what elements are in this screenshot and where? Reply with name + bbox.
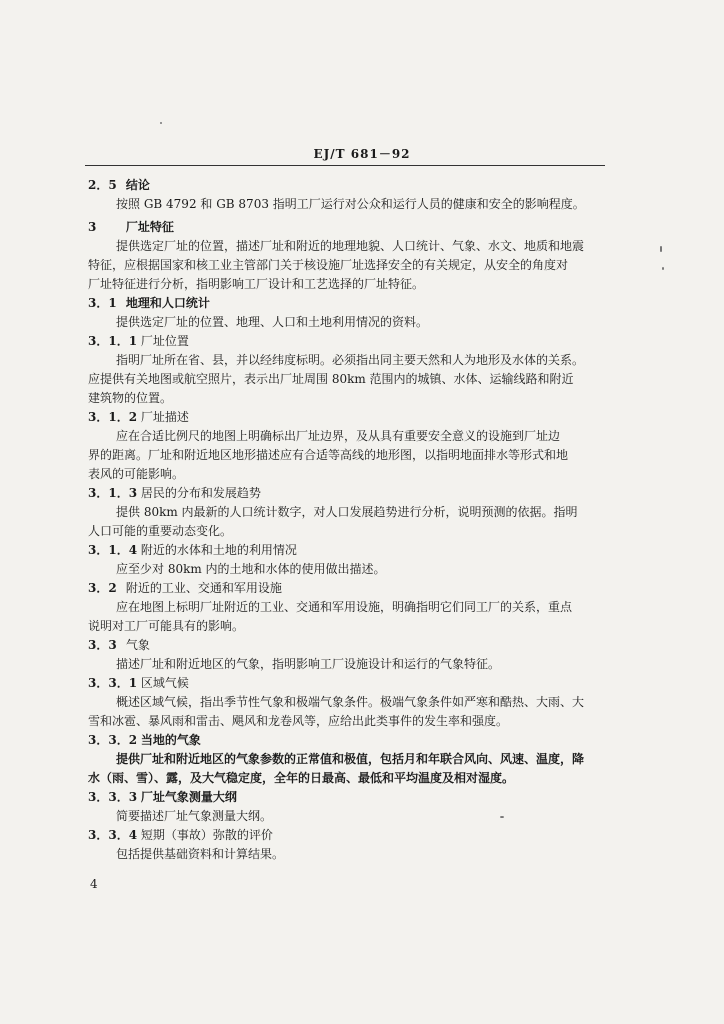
header-rule <box>85 165 605 166</box>
scan-speck <box>160 122 162 124</box>
section-heading-3: 3 厂址特征 <box>88 220 174 234</box>
section-heading-3-1-2: 3．1．2 厂址描述 <box>88 410 189 424</box>
section-heading-3-1-4: 3．1．4 附近的水体和土地的利用情况 <box>88 543 297 557</box>
paragraph-line: 提供 80km 内最新的人口统计数字，对人口发展趋势进行分析，说明预测的依据。指明 <box>116 505 578 519</box>
paragraph-line: 指明厂址所在省、县，并以经纬度标明。必须指出同主要天然和人为地形及水体的关系。 <box>116 353 585 367</box>
paragraph-line: 提供选定厂址的位置、地理、人口和土地利用情况的资料。 <box>116 315 429 329</box>
page-header-standard-code: EJ/T 681－92 <box>313 147 411 161</box>
scan-speck <box>660 246 662 252</box>
section-heading-3-3: 3．3 气象 <box>88 638 150 652</box>
paragraph-line: 应提供有关地图或航空照片，表示出厂址周围 80km 范围内的城镇、水体、运输线路和附近 <box>88 372 574 386</box>
paragraph-line: 应至少对 80km 内的土地和水体的使用做出描述。 <box>116 562 386 576</box>
section-heading-3-1-3: 3．1．3 居民的分布和发展趋势 <box>88 486 261 500</box>
document-body <box>88 176 606 864</box>
section-heading-3-3-4: 3．3．4 短期（事故）弥散的评价 <box>88 828 273 842</box>
paragraph-line: 表风的可能影响。 <box>88 467 185 481</box>
section-heading-3-1: 3．1 地理和人口统计 <box>88 296 210 310</box>
paragraph-line: 雪和冰雹、暴风雨和雷击、飓风和龙卷风等，应给出此类事件的发生率和强度。 <box>88 714 509 728</box>
section-heading-3-3-1: 3．3．1 区域气候 <box>88 676 189 690</box>
section-heading-3-3-3: 3．3．3 厂址气象测量大纲 <box>88 790 237 804</box>
paragraph-line: 描述厂址和附近地区的气象，指明影响工厂设施设计和运行的气象特征。 <box>116 657 501 671</box>
paragraph-line: 提供选定厂址的位置，描述厂址和附近的地理地貌、人口统计、气象、水文、地质和地震 <box>116 239 585 253</box>
scan-speck <box>500 816 504 818</box>
paragraph-line: 概述区域气候，指出季节性气象和极端气象条件。极端气象条件如严寒和酷热、大雨、大 <box>116 695 585 709</box>
section-heading-2-5: 2．5 结论 <box>88 178 150 192</box>
paragraph-line: 水（雨、雪）、露，及大气稳定度，全年的日最高、最低和平均温度及相对湿度。 <box>88 771 515 785</box>
paragraph-line: 提供厂址和附近地区的气象参数的正常值和极值，包括月和年联合风向、风速、温度，降 <box>116 752 585 766</box>
paragraph-line: 说明对工厂可能具有的影响。 <box>88 619 245 633</box>
paragraph-line: 简要描述厂址气象测量大纲。 <box>116 809 273 823</box>
paragraph-line: 包括提供基础资料和计算结果。 <box>116 847 285 861</box>
paragraph-line: 人口可能的重要动态变化。 <box>88 524 233 538</box>
page-number: 4 <box>90 877 98 891</box>
section-heading-3-3-2: 3．3．2 当地的气象 <box>88 733 201 747</box>
paragraph-line: 建筑物的位置。 <box>88 391 173 405</box>
paragraph-line: 应在合适比例尺的地图上明确标出厂址边界，及从具有重要安全意义的设施到厂址边 <box>116 429 561 443</box>
section-heading-3-2: 3．2 附近的工业、交通和军用设施 <box>88 581 282 595</box>
section-heading-3-1-1: 3．1．1 厂址位置 <box>88 334 189 348</box>
paragraph-line: 厂址特征进行分析，指明影响工厂设计和工艺选择的厂址特征。 <box>88 277 425 291</box>
paragraph-line: 特征，应根据国家和核工业主管部门关于核设施厂址选择安全的有关规定，从安全的角度对 <box>88 258 569 272</box>
scan-speck <box>662 267 664 270</box>
paragraph-line: 按照 GB 4792 和 GB 8703 指明工厂运行对公众和运行人员的健康和安全的影响程度。 <box>116 197 585 211</box>
paragraph-line: 应在地图上标明厂址附近的工业、交通和军用设施，明确指明它们同工厂的关系，重点 <box>116 600 573 614</box>
paragraph-line: 界的距离。厂址和附近地区地形描述应有合适等高线的地形图，以指明地面排水等形式和地 <box>88 448 569 462</box>
